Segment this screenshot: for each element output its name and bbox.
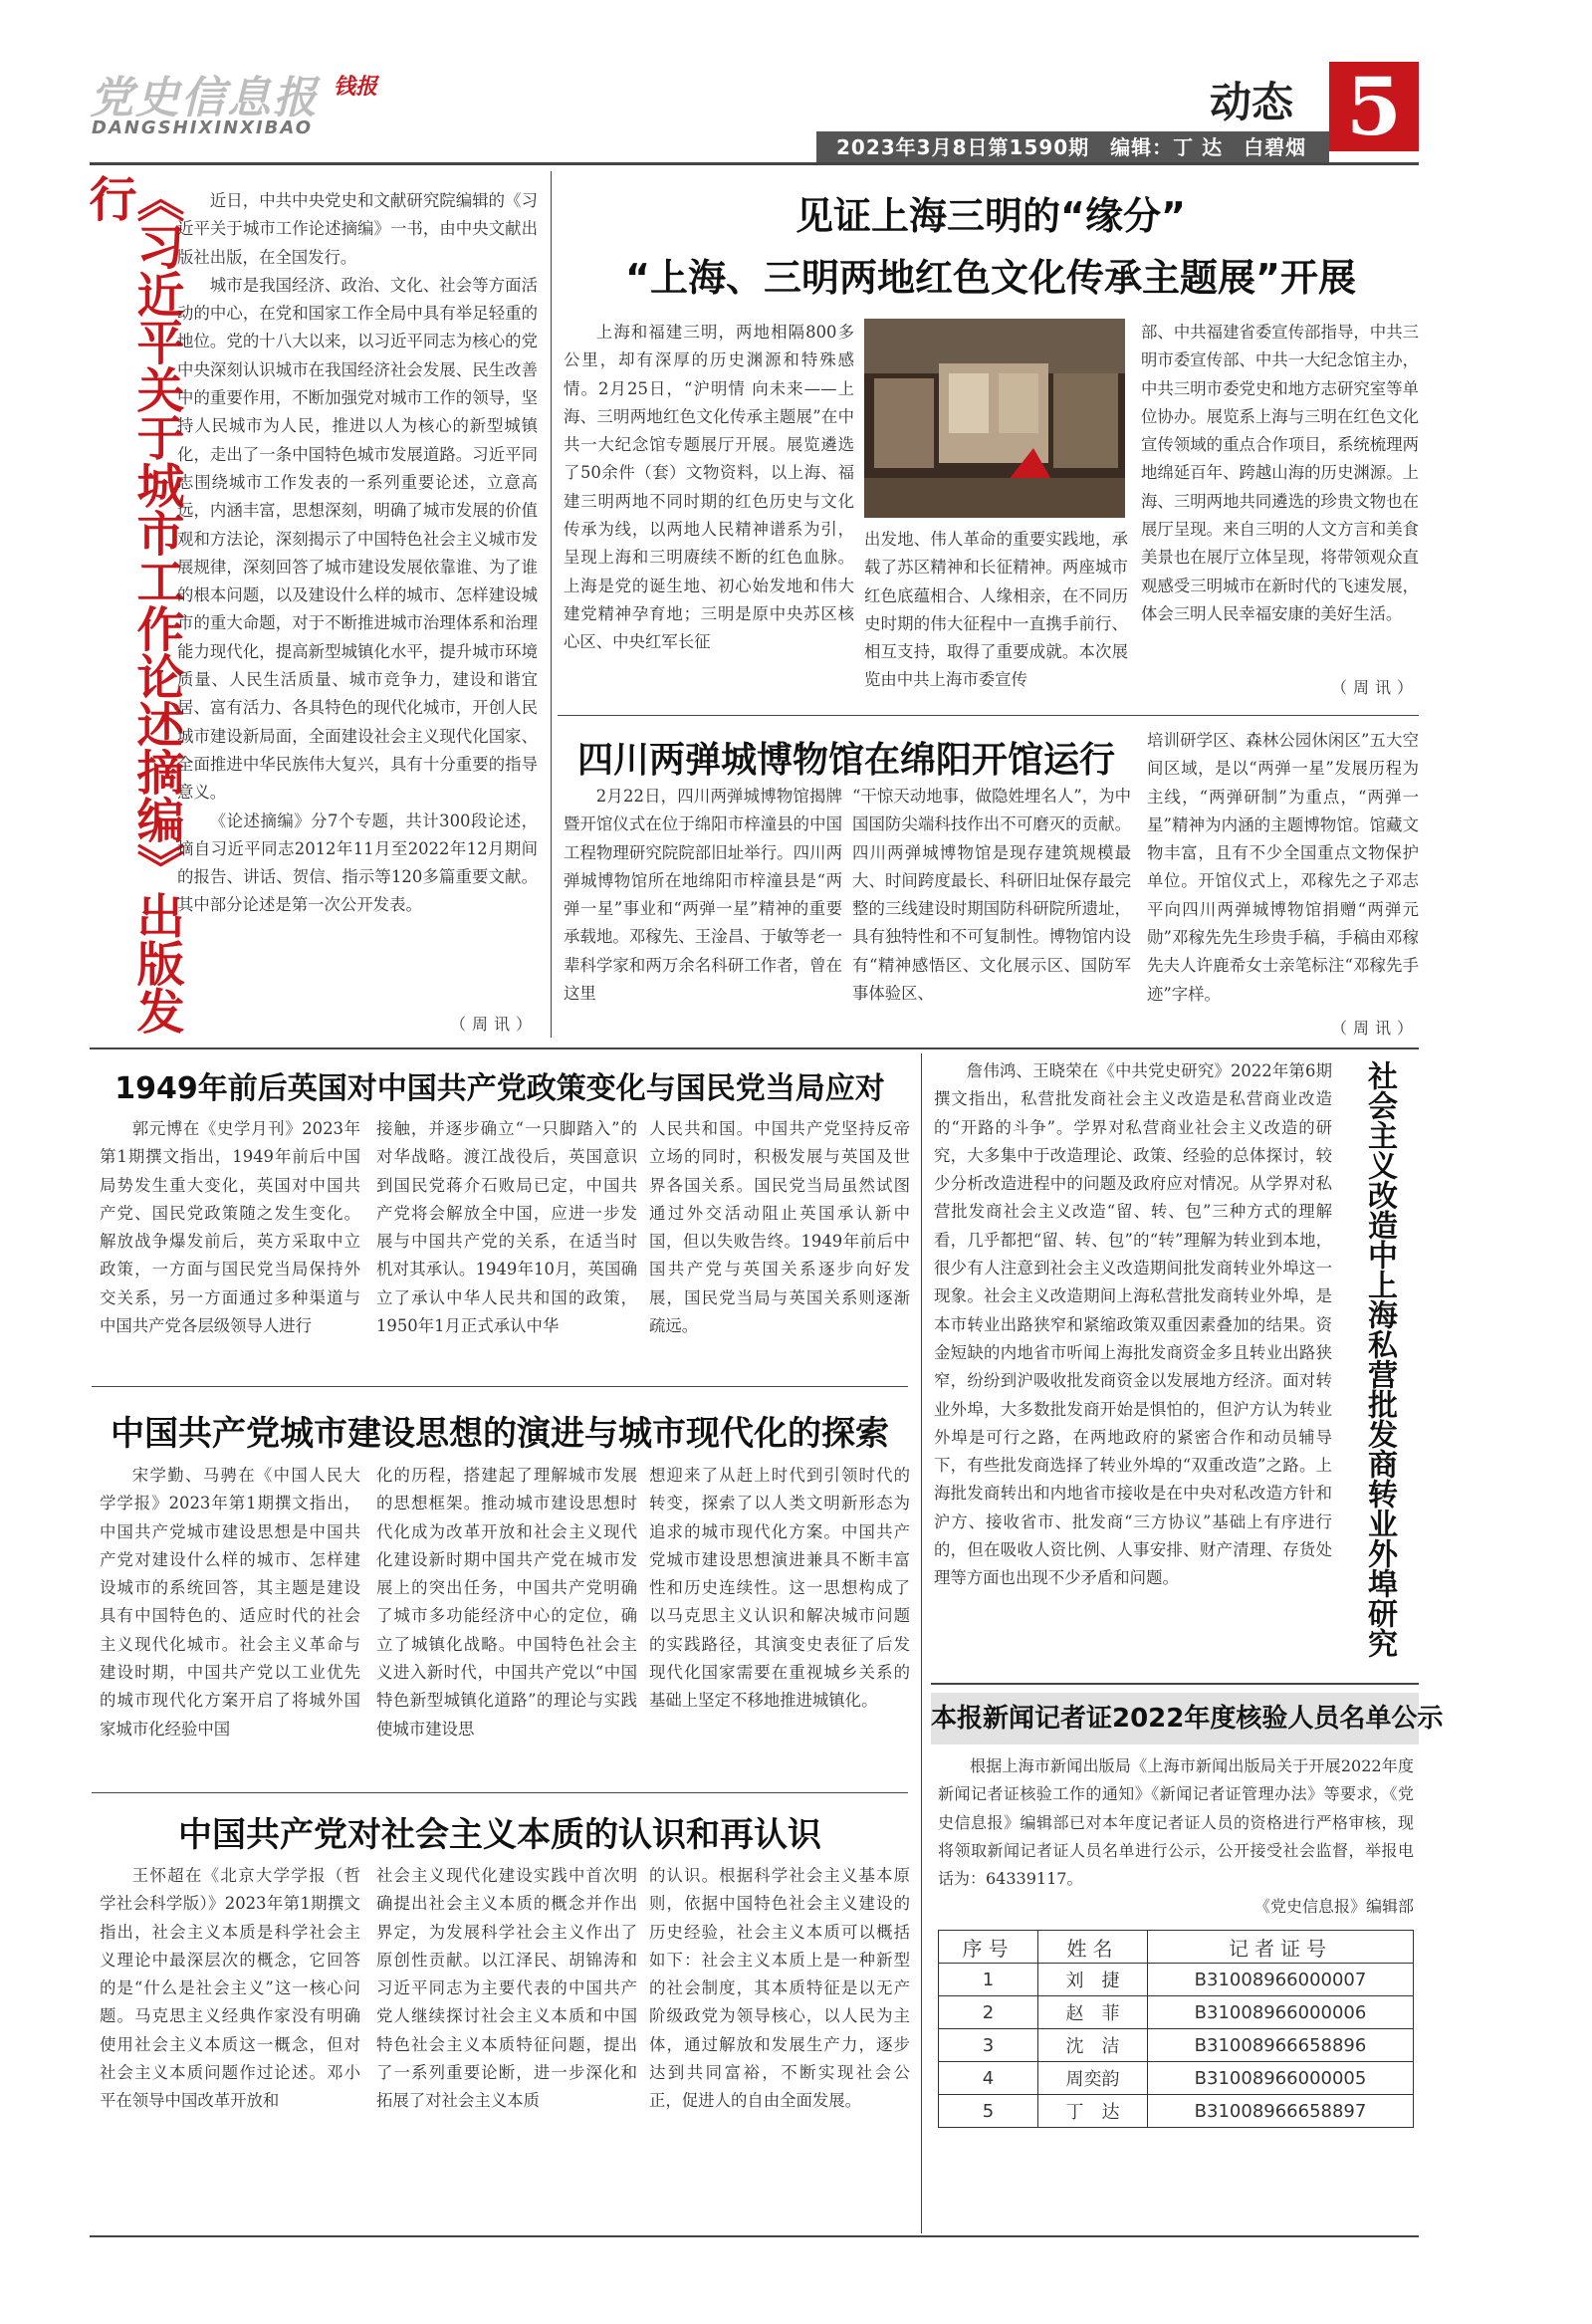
- table-row: [939, 1996, 1414, 2029]
- roster-card: B31008966658896: [1148, 2029, 1414, 2062]
- britain-1949-col2: 接触，并逐步确立“一只脚踏入”的对华战略。渡江战役后，英国意识到国民党蒋介石败局已定，中国共产党将会解放全中国，应进一步发展与中国共产党的关系，在适当时机对其承认。1949年10月，英国确立了承认中华人民共和国的政策，1950年1月正式承认中华: [376, 1119, 637, 1336]
- roster-index: 2: [939, 1996, 1038, 2029]
- section-name: 动态: [1210, 78, 1294, 126]
- roster-header-row: [939, 1931, 1414, 1964]
- urban-book-para-2: 城市是我国经济、政治、文化、社会等方面活动的中心，在党和国家工作全局中具有举足轻重的地位。党的十八大以来，以习近平同志为核心的党中央深刻认识城市在我国经济社会发展、民生改善中的重要作用，不断加强党对城市工作的领导，坚持人民城市为人民，推进以人为核心的新型城镇化，走出了一条中国特色城市发展道路。习近平同志围绕城市工作发表的一系列重要论述，立意高远，内涵丰富，思想深刻，明确了城市发展的价值观和方法论，深刻揭示了中国特色社会主义城市发展规律，深刻回答了城市建设发展依靠谁、为了谁的根本问题，以及建设什么样的城市、怎样建设城市的重大命题，对于不断推进城市治理体系和治理能力现代化，提高新型城镇化水平，提升城市环境质量、人民生活质量、城市竞争力，建设和谐宜居、富有活力、各具特色的现代化城市，开创人民城市建设新局面，全面建设社会主义现代化国家、全面推进中华民族伟大复兴，具有十分重要的指导意义。: [177, 275, 538, 803]
- notice-body: 根据上海市新闻出版局《上海市新闻出版局关于开展2022年度新闻记者证核验工作的通知》《新闻记者证管理办法》等要求，《党史信息报》编辑部已对本年度记者证人员的资格进行严格审核，现将领取新闻记者证人员名单进行公示，公开接受社会监督，举报电话为：64339117。: [938, 1756, 1414, 1889]
- britain-1949-title: 1949年前后英国对中国共产党政策变化与国民党当局应对: [114, 1071, 885, 1106]
- urban-thought-col2: 化的历程，搭建起了理解城市发展的思想框架。推动城市建设思想时代化成为改革开放和社会主义现代化建设新时期中国共产党在城市发展上的突出任务，中国共产党明确了城市多功能经济中心的定位，确立了城镇化战略。中国特色社会主义进入新时代，中国共产党以“中国特色新型城镇化道路”的理论与实践使城市建设思: [376, 1466, 637, 1739]
- urban-book-body: [177, 187, 538, 920]
- masthead-tag: 钱报: [334, 74, 378, 100]
- notice-header: [931, 1693, 1444, 1744]
- britain-1949-col1: 郭元博在《史学月刊》2023年第1期撰文指出，1949年前后中国局势发生重大变化，英国对中国共产党、国民党政策随之发生变化。解放战争爆发前后，英方采取中立政策，一方面与国民党当局保持外交关系，另一方面通过多种渠道与中国共产党各层级领导人进行: [100, 1119, 360, 1336]
- masthead-name: 党史信息报: [90, 73, 319, 123]
- roster-table-wrap: [938, 1930, 1414, 2128]
- roster-table: [938, 1930, 1414, 2128]
- urban-book-para-1: 近日，中共中央党史和文献研究院编辑的《习近平关于城市工作论述摘编》一书，由中央文献出版社出版，在全国发行。: [177, 191, 538, 267]
- column-divider: [551, 171, 552, 1038]
- middle-rule: [90, 1047, 1419, 1049]
- urban-thought-col1: 宋学勤、马骋在《中国人民大学学报》2023年第1期撰文指出，中国共产党城市建设思想是中国共产党对建设什么样的城市、怎样建设城市的系统回答，其主题是建设具有中国特色的、适应时代的社会主义现代化城市。社会主义革命与建设时期，中国共产党以工业优先的城市现代化方案开启了将城外国家城市化经验中国: [100, 1466, 360, 1739]
- table-row: [939, 2029, 1414, 2062]
- shanghai-sanming-title-line2: “上海、三明两地红色文化传承主题展”开展: [625, 256, 1356, 300]
- table-row: [939, 2095, 1414, 2128]
- two-bombs-credit: （周讯）: [1330, 1019, 1419, 1038]
- roster-card: B31008966000007: [1148, 1964, 1414, 1996]
- roster-col-card: 记者证号: [1148, 1931, 1414, 1964]
- private-wholesale-body: 詹伟鸿、王晓荣在《中共党史研究》2022年第6期撰文指出，私营批发商社会主义改造是私营商业改造的“开路的斗争”。学界对私营商业社会主义改造的研究，大多集中于改造理论、政策、经验的总体探讨，较少分析改造进程中的问题及政府应对情况。从学界对私营批发商社会主义改造“留、转、包”三种方式的理解看，几乎都把“留、转、包”的“转”理解为转业到本地，很少有人注意到社会主义改造期间批发商转业外埠这一现象。社会主义改造期间上海私营批发商转业外埠，是本市转业出路狭窄和紧缩政策双重因素叠加的结果。资金短缺的内地省市听闻上海批发商资金多且转业出路狭窄，纷纷到沪吸收批发商资金以发展地方经济。面对转业外埠，大多数批发商开始是惧怕的，但沪方认为转业外埠是可行之路，在两地政府的紧密合作和动员辅导下，有些批发商选择了转业外埠的“双重改造”之路。上海批发商转出和内地省市接收是在中央对私改造方针和沪方、接收省市、批发商“三方协议”基础上有序进行的，但在吸收人资比例、人事安排、财产清理、存货处理等方面也出现不少矛盾和问题。: [934, 1061, 1332, 1588]
- table-row: [939, 1964, 1414, 1996]
- roster-name: 丁 达: [1038, 2095, 1148, 2128]
- roster-col-index: 序号: [939, 1931, 1038, 1964]
- urban-book-title: 《习近平关于城市工作论述摘编》出版发行: [81, 174, 184, 1035]
- roster-name: 刘 捷: [1038, 1964, 1148, 1996]
- two-bombs-title: 四川两弹城博物馆在绵阳开馆运行: [576, 740, 1115, 781]
- urban-thought-title: 中国共产党城市建设思想的演进与城市现代化的探索: [111, 1414, 889, 1454]
- table-row: [939, 2062, 1414, 2095]
- shanghai-sanming-col1: 上海和福建三明，两地相隔800多公里，却有深厚的历史渊源和特殊感情。2月25日，“沪明情 向未来——上海、三明两地红色文化传承主题展”在中共一大纪念馆专题展厅开展。展览遴选了50余件（套）文物资料，以上海、福建三明两地不同时期的红色历史与文化传承为线，以两地人民精神谱系为引，呈现上海和三明赓续不断的红色血脉。上海是党的诞生地、初心始发地和伟大建党精神孕育地；三明是原中央苏区核心区、中央红军长征: [564, 323, 854, 652]
- roster-card: B31008966000006: [1148, 1996, 1414, 2029]
- roster-card: B31008966658897: [1148, 2095, 1414, 2128]
- urban-book-para-3: 《论述摘编》分7个专题，共计300段论述，摘自习近平同志2012年11月至2022年12月期间的报告、讲话、贺信、指示等120多篇重要文献。其中部分论述是第一次公开发表。: [177, 811, 538, 915]
- private-wholesale-title: 社会主义改造中上海私营批发商转业外埠研究: [1362, 1060, 1397, 1658]
- two-bombs-col1: 2月22日，四川两弹城博物馆揭牌暨开馆仪式在位于绵阳市梓潼县的中国工程物理研究院院部旧址举行。四川两弹城博物馆所在地绵阳市梓潼县是“两弹一星”事业和“两弹一星”精神的重要承载地。邓稼先、王淦昌、于敏等老一辈科学家和两万余名科研工作者，曾在这里: [564, 787, 842, 1004]
- rule-2: [92, 1386, 908, 1387]
- exhibition-photo: [864, 319, 1125, 518]
- roster-name: 赵 菲: [1038, 1996, 1148, 2029]
- socialism-essence-col2: 社会主义现代化建设实践中首次明确提出社会主义本质的概念并作出界定，为发展科学社会主义作出了原创性贡献。以江泽民、胡锦涛和习近平同志为主要代表的中国共产党人继续探讨社会主义本质和中国特色社会主义本质特征问题，提出了一系列重要论断，进一步深化和拓展了对社会主义本质: [376, 1866, 637, 2111]
- dateline: 2023年3月8日第1590期 编辑：丁 达 白碧烟: [816, 131, 1329, 163]
- rule-3: [92, 1792, 908, 1793]
- urban-thought-col3: 想迎来了从赶上时代到引领时代的转变，探索了以人类文明新形态为追求的城市现代化方案。中国共产党城市建设思想演进兼具不断丰富性和历史连续性。这一思想构成了以马克思主义认识和解决城市问题的实践路径，其演变史表征了后发现代化国家需要在重视城乡关系的基础上坚定不移地推进城镇化。: [649, 1466, 910, 1711]
- britain-1949-col3: 人民共和国。中国共产党坚持反帝立场的同时，积极发展与英国及世界各国关系。国民党当局虽然试图通过外交活动阻止英国承认新中国，但以失败告终。1949年前后中国共产党与英国关系逐步向好发展，国民党当局与英国关系则逐渐疏远。: [649, 1119, 910, 1336]
- column-divider-2: [921, 1053, 922, 2233]
- notice-title: 本报新闻记者证2022年度核验人员名单公示: [931, 1704, 1444, 1734]
- shanghai-sanming-col2: 出发地、伟人革命的重要实践地，承载了苏区精神和长征精神。两座城市红色底蕴相合、人缘相亲，在不同历史时期的伟大征程中一直携手前行、相互支持，取得了重要成就。本次展览由中共上海市委宣传: [864, 530, 1128, 690]
- notice-signature: 《党史信息报》编辑部: [1253, 1897, 1414, 1916]
- urban-book-credit: （周讯）: [449, 1015, 538, 1034]
- notice-top-rule: [931, 1683, 1419, 1685]
- section-rule: [558, 715, 1419, 716]
- socialism-essence-title: 中国共产党对社会主义本质的认识和再认识: [178, 1815, 821, 1855]
- socialism-essence-col3: 的认识。根据科学社会主义基本原则，依据中国特色社会主义建设的历史经验，社会主义本质可以概括如下：社会主义本质上是一种新型的社会制度，其本质特征是以无产阶级政党为领导核心，以人民为主体，通过解放和发展生产力，逐步达到共同富裕，不断实现社会公正，促进人的自由全面发展。: [649, 1866, 910, 2111]
- shanghai-sanming-credit: （周讯）: [1330, 678, 1419, 697]
- two-bombs-col3: 培训研学区、森林公园休闲区”五大空间区域，是以“两弹一星”发展历程为主线，“两弹研制”为重点，“两弹一星”精神为内涵的主题博物馆。馆藏文物丰富，且有不少全国重点文物保护单位。开馆仪式上，邓稼先之子邓志平向四川两弹城博物馆捐赠“两弹元勋”邓稼先先生珍贵手稿，手稿由邓稼先夫人许鹿希女士亲笔标注“邓稼先手迹”字样。: [1147, 731, 1419, 1004]
- roster-index: 4: [939, 2062, 1038, 2095]
- socialism-essence-col1: 王怀超在《北京大学学报（哲学社会科学版）》2023年第1期撰文指出，社会主义本质是科学社会主义理论中最深层次的概念，它回答的是“什么是社会主义”这一核心问题。马克思主义经典作家没有明确使用社会主义本质这一概念，但对社会主义本质问题作过论述。邓小平在领导中国改革开放和: [100, 1866, 360, 2111]
- top-rule: [90, 162, 1419, 165]
- roster-card: B31008966000005: [1148, 2062, 1414, 2095]
- roster-col-name: 姓名: [1038, 1931, 1148, 1964]
- roster-index: 5: [939, 2095, 1038, 2128]
- roster-index: 3: [939, 2029, 1038, 2062]
- exhibition-photo-image: [864, 319, 1125, 518]
- roster-name: 沈 洁: [1038, 2029, 1148, 2062]
- roster-name: 周奕韵: [1038, 2062, 1148, 2095]
- two-bombs-col2: “干惊天动地事，做隐姓埋名人”，为中国国防尖端科技作出不可磨灭的贡献。四川两弹城博物馆是现存建筑规模最大、时间跨度最长、科研旧址保存最完整的三线建设时期国防科研院所遗址，具有独特性和不可复制性。博物馆内设有“精神感悟区、文化展示区、国防军事体验区、: [852, 787, 1131, 1004]
- masthead-pinyin: DANGSHIXINXIBAO: [92, 117, 314, 138]
- roster-index: 1: [939, 1964, 1038, 1996]
- shanghai-sanming-col3: 部、中共福建省委宣传部指导，中共三明市委宣传部、中共一大纪念馆主办，中共三明市委党史和地方志研究室等单位协办。展览系上海与三明在红色文化宣传领域的重点合作项目，系统梳理两地绵延百年、跨越山海的历史渊源。上海、三明两地共同遴选的珍贵文物也在展厅呈现。来自三明的人文方言和美食美景也在展厅立体呈现，将带领观众直观感受三明城市在新时代的飞速发展，体会三明人民幸福安康的美好生活。: [1141, 323, 1419, 623]
- bottom-rule: [90, 2235, 1419, 2237]
- page-number: 5: [1329, 62, 1419, 151]
- shanghai-sanming-title-line1: 见证上海三明的“缘分”: [796, 194, 1186, 238]
